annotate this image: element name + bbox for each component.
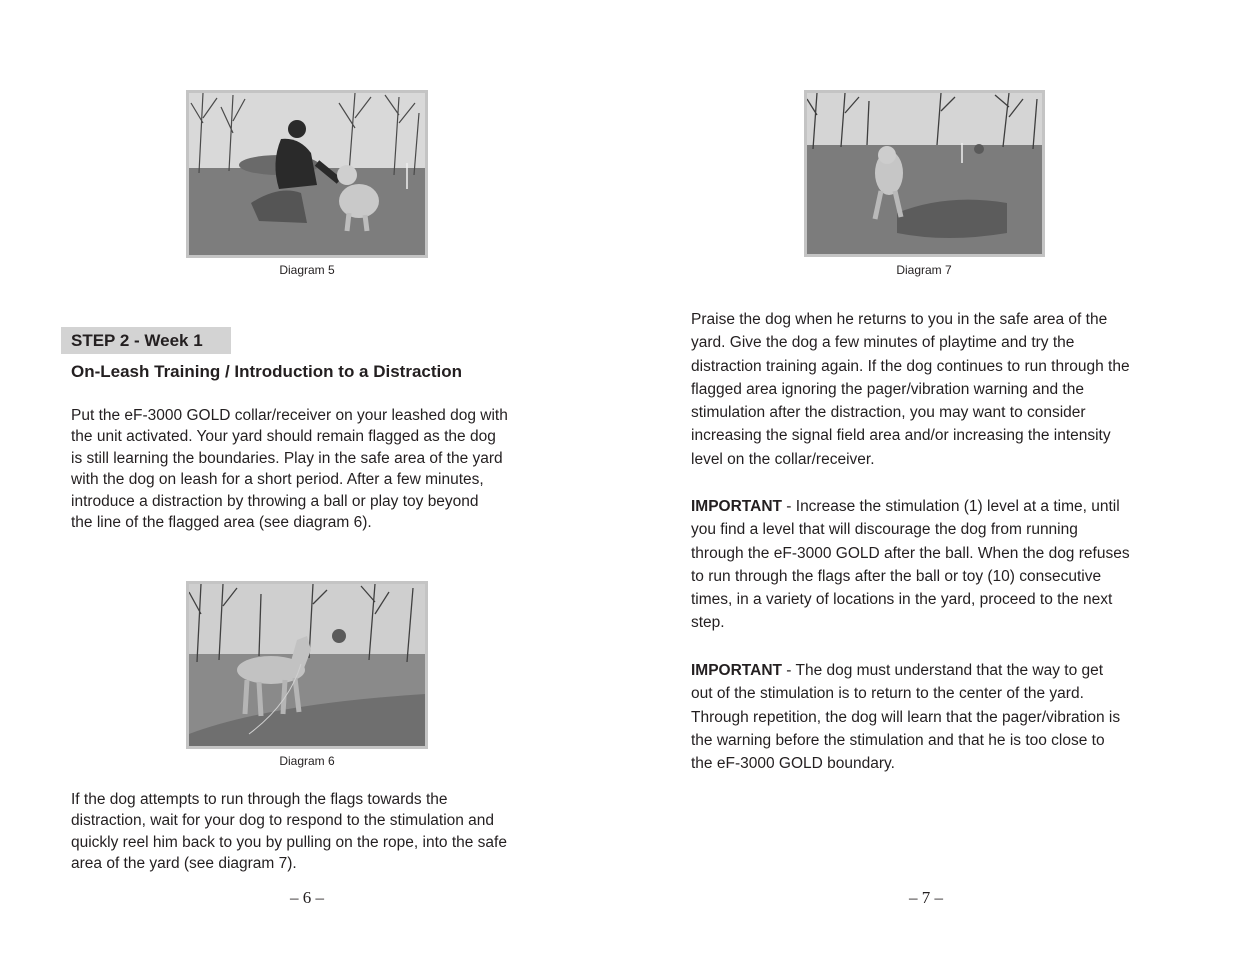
text-line: the warning before the stimulation and that he is too close to <box>691 731 1105 749</box>
text-line: stimulation after the distraction, you may want to consider <box>691 404 1086 422</box>
page-number: – 6 – <box>290 888 324 907</box>
text-line: out of the stimulation is to return to the center of the yard. <box>691 685 1084 703</box>
text-line: the eF-3000 GOLD boundary. <box>691 755 895 773</box>
right-paragraph-1 <box>691 308 1130 471</box>
diagram-7-caption: Diagram 7 <box>896 263 952 277</box>
text-line: the unit activated. Your yard should remain flagged as the dog <box>71 428 496 446</box>
diagram-6-caption: Diagram 6 <box>279 754 335 768</box>
important-label: IMPORTANT <box>691 498 782 515</box>
text-line: area of the yard (see diagram 7). <box>71 855 297 873</box>
text-line: introduce a distraction by throwing a ball or play toy beyond <box>71 492 479 510</box>
diagram-7-photo <box>804 90 1045 257</box>
diagram-5-caption: Diagram 5 <box>279 263 335 277</box>
step-heading: STEP 2 - Week 1 <box>71 331 203 350</box>
text-line: times, in a variety of locations in the yard, proceed to the next <box>691 591 1113 609</box>
section-subheading: On-Leash Training / Introduction to a Distraction <box>71 362 463 381</box>
text-fragment: - Increase the stimulation (1) level at a time, until <box>781 498 1120 515</box>
right-page <box>618 0 1237 954</box>
text-line: with the dog on leash for a short period. After a few minutes, <box>71 471 484 489</box>
text-line: distraction training again. If the dog continues to run through the <box>691 357 1130 375</box>
left-paragraph-2 <box>71 789 507 875</box>
diagram-6-photo <box>186 581 428 749</box>
text-line <box>691 659 1120 682</box>
text-line: the line of the flagged area (see diagram 6). <box>71 514 372 532</box>
text-line: increasing the signal field area and/or increasing the intensity <box>691 427 1111 445</box>
text-line: distraction, wait for your dog to respond to the stimulation and <box>71 812 495 830</box>
text-line: yard. Give the dog a few minutes of playtime and try the <box>691 334 1075 352</box>
text-line: Praise the dog when he returns to you in the safe area of the <box>691 311 1108 328</box>
text-line: quickly reel him back to you by pulling on the rope, into the safe <box>71 833 507 851</box>
text-line: Put the eF-3000 GOLD collar/receiver on your leashed dog with <box>71 407 508 424</box>
left-paragraph-1 <box>71 405 508 533</box>
text-line: you find a level that will discourage the dog from running <box>691 521 1078 539</box>
important-label: IMPORTANT <box>691 662 782 679</box>
text-fragment: - The dog must understand that the way to get <box>781 662 1104 679</box>
text-line: step. <box>691 614 725 632</box>
text-line: flagged area ignoring the pager/vibration warning and the <box>691 380 1084 398</box>
left-page <box>0 0 618 954</box>
important-note-2 <box>691 659 1120 775</box>
text-line: to run through the flags after the ball or toy (10) consecutive <box>691 567 1102 585</box>
text-line <box>691 495 1130 518</box>
text-line: through the eF-3000 GOLD after the ball. When the dog refuses <box>691 544 1130 562</box>
text-line: If the dog attempts to run through the flags towards the <box>71 791 448 808</box>
diagram-5-photo <box>186 90 428 258</box>
text-line: level on the collar/receiver. <box>691 450 875 468</box>
text-line: Through repetition, the dog will learn that the pager/vibration is <box>691 708 1121 726</box>
important-note-1 <box>691 495 1130 635</box>
text-line: is still learning the boundaries. Play in the safe area of the yard <box>71 449 503 467</box>
page-number: – 7 – <box>909 888 943 907</box>
